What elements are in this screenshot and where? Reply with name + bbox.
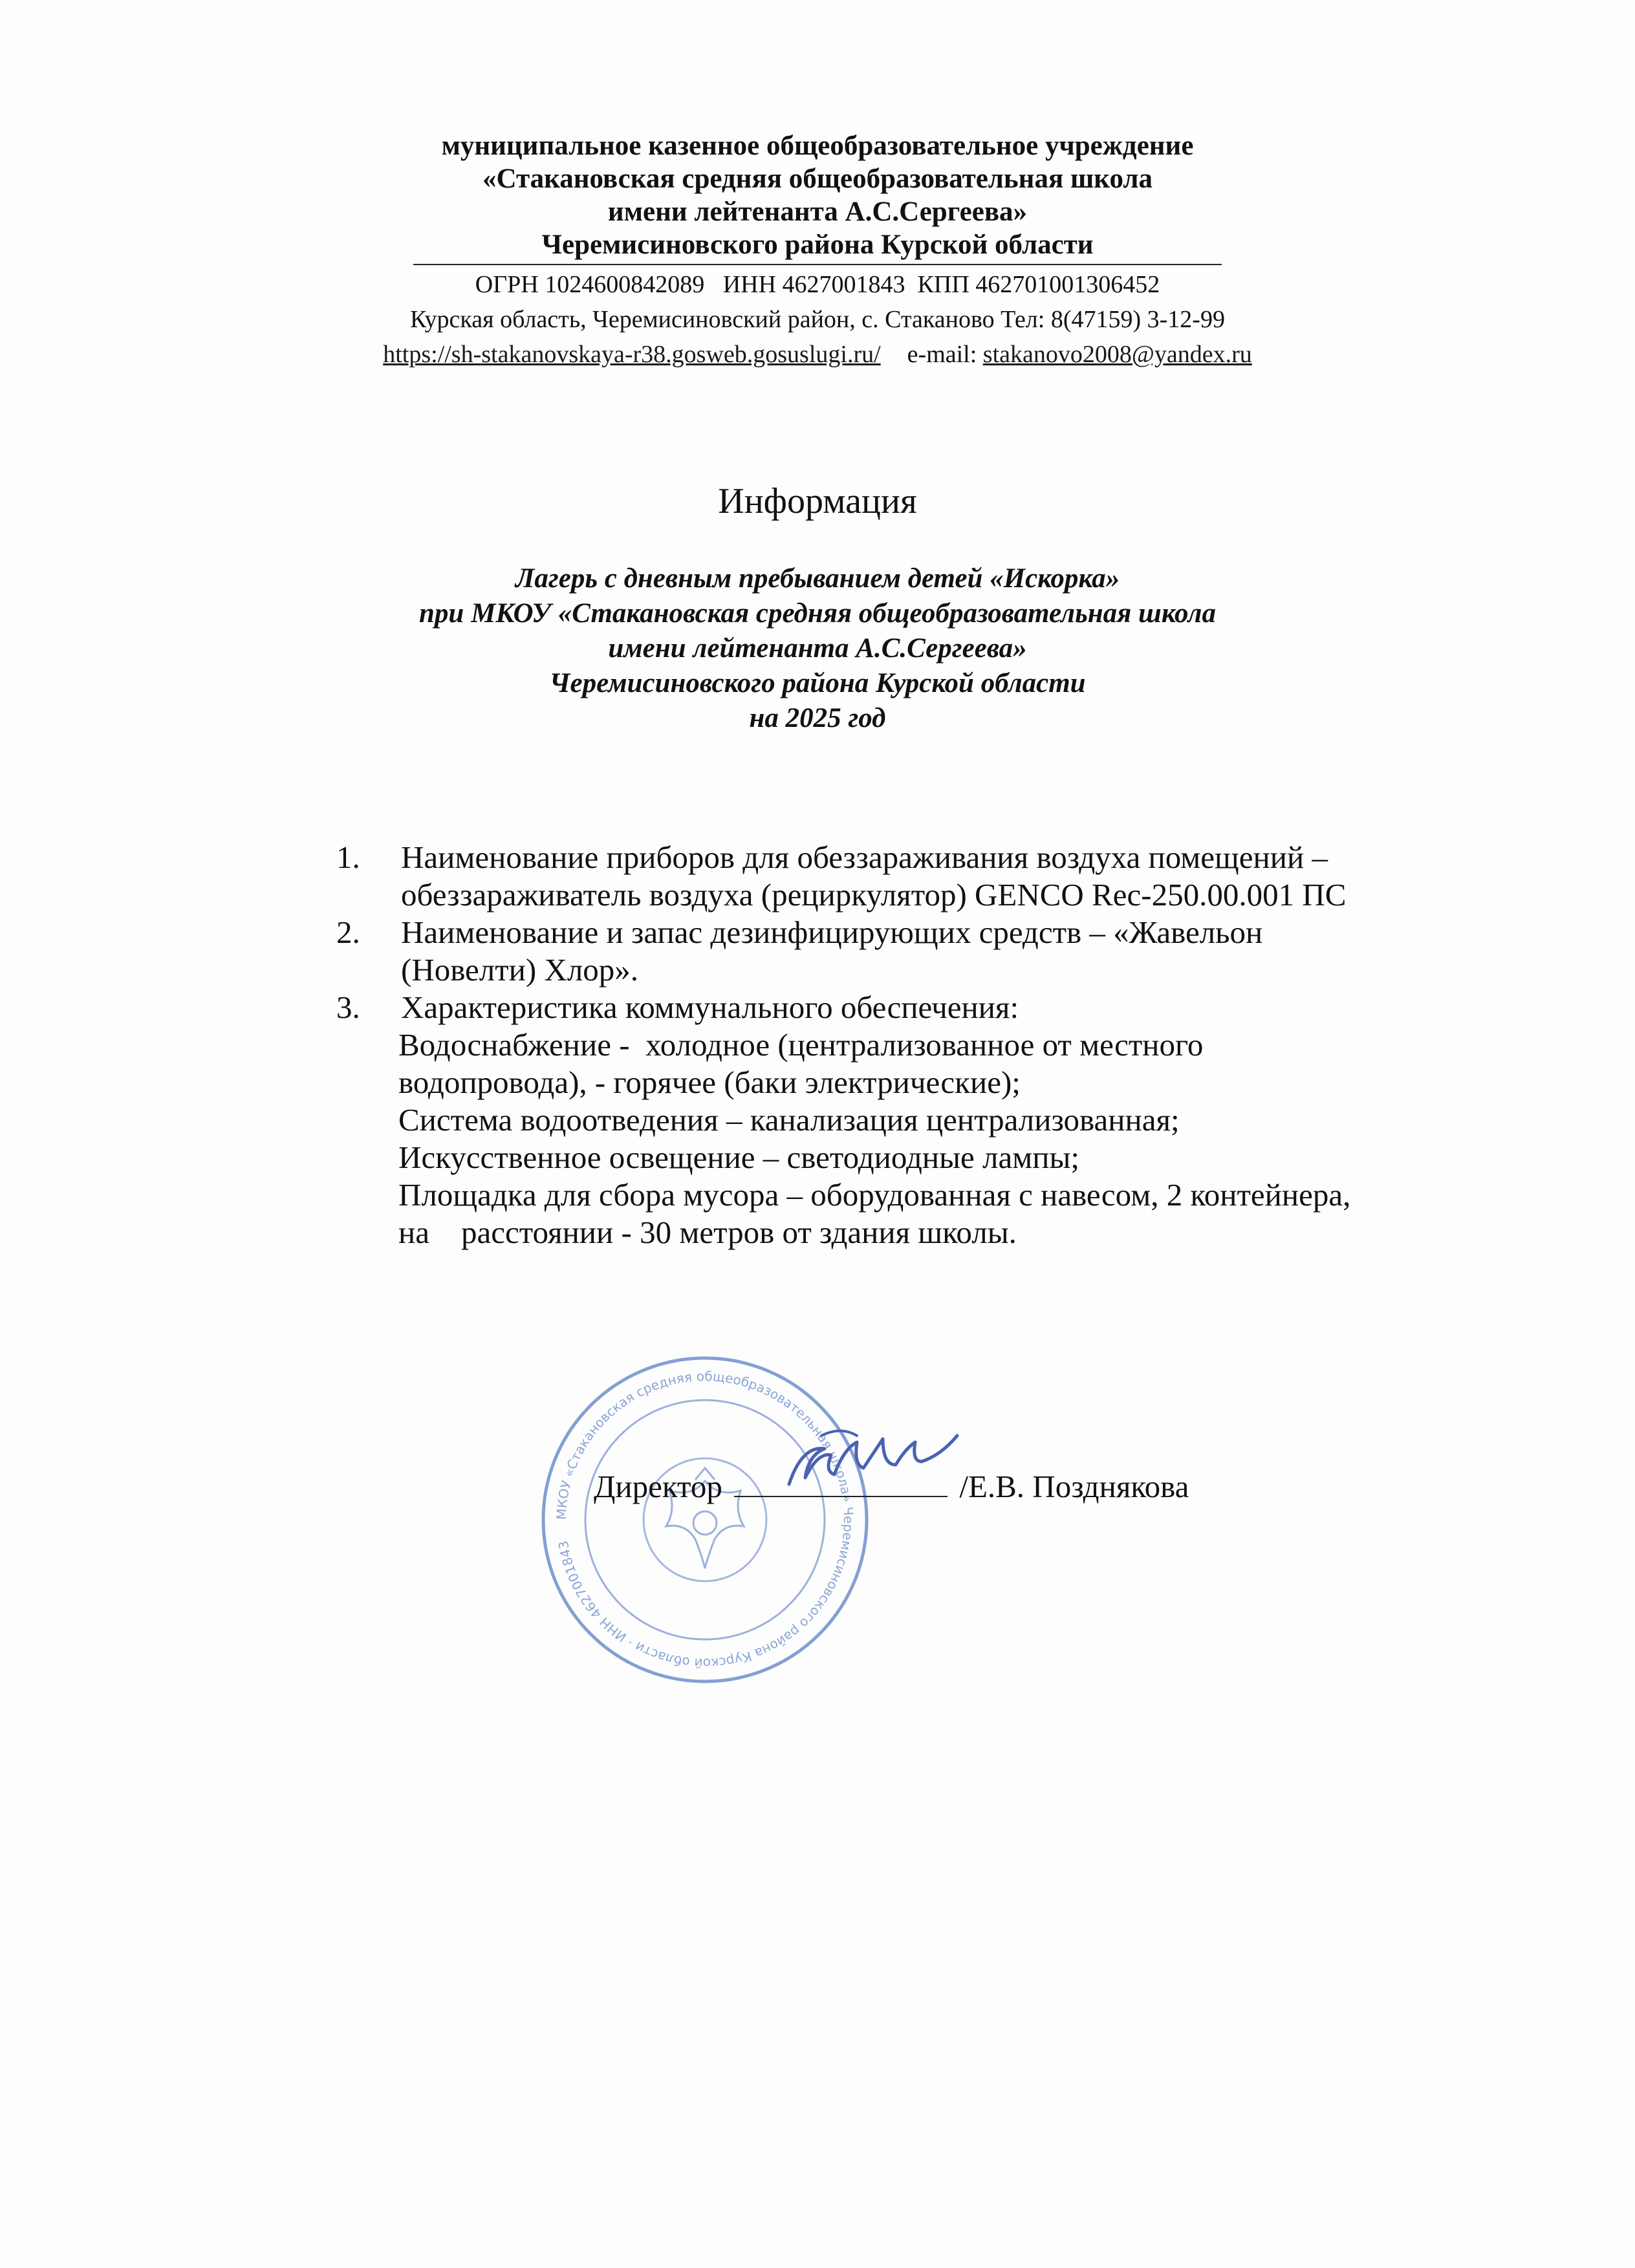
org-name-line-4: Черемисиновского района Курской области: [541, 230, 1094, 260]
signatory-name: /Е.В. Позднякова: [959, 1469, 1189, 1504]
utilities-details: [336, 1026, 1565, 1251]
subtitle-line-4: Черемисиновского района Курской области: [549, 668, 1086, 698]
list-item-text: Наименование и запас дезинфицирующих средств – «Жавельон: [401, 914, 1263, 950]
signature-block: [594, 1468, 1189, 1505]
list-item-text: обеззараживатель воздуха (рециркулятор) GENCO Rec-250.00.001 ПС: [401, 877, 1347, 913]
utility-line: Система водоотведения – канализация централизованная;: [398, 1102, 1180, 1138]
stamp-text: МКОУ «Стакановская средняя общеобразовательная школа» Черемисиновского района Курской области · ИНН 4627001843: [553, 1368, 857, 1672]
list-number: 2.: [336, 914, 360, 950]
org-contacts: [0, 339, 1635, 370]
list-number: 3.: [336, 989, 360, 1025]
org-name-line-1: муниципальное казенное общеобразовательное учреждение: [441, 131, 1194, 161]
header-divider: [413, 264, 1222, 265]
org-address: Курская область, Черемисиновский район, с. Стаканово Тел: 8(47159) 3-12-99: [410, 306, 1225, 333]
letterhead: [0, 129, 1635, 370]
subtitle-line-3: имени лейтенанта А.С.Сергеева»: [608, 633, 1027, 664]
utility-line: Водоснабжение - холодное (централизованное от местного: [398, 1027, 1204, 1063]
subtitle-line-2: при МКОУ «Стакановская средняя общеобразовательная школа: [419, 598, 1216, 629]
email-label: e-mail:: [907, 341, 977, 368]
utility-line: Площадка для сбора мусора – оборудованная с навесом, 2 контейнера,: [398, 1177, 1351, 1213]
utility-line: водопровода), - горячее (баки электрические);: [398, 1064, 1021, 1100]
list-item-text: Наименование приборов для обеззараживания воздуха помещений –: [401, 839, 1328, 875]
document-subtitle: [0, 561, 1635, 736]
stamp-outer-ring: [543, 1358, 867, 1681]
official-stamp: [537, 1352, 873, 1688]
list-item: [336, 989, 1565, 1026]
list-item-text: Характеристика коммунального обеспечения:: [401, 989, 1019, 1025]
signature-line: [734, 1470, 947, 1497]
org-requisites: ОГРН 1024600842089 ИНН 4627001843 КПП 462701001306452: [475, 271, 1160, 298]
list-item: [336, 914, 1565, 989]
org-name-line-2: «Стакановская средняя общеобразовательная школа: [482, 164, 1153, 194]
subtitle-line-1: Лагерь с дневным пребыванием детей «Искорка»: [515, 563, 1120, 594]
list-number: 1.: [336, 839, 360, 875]
signatory-position: Директор: [594, 1469, 722, 1504]
numbered-list: [336, 839, 1565, 1251]
document-title: Информация: [718, 481, 917, 521]
subtitle-line-5: на 2025 год: [749, 703, 886, 733]
email-link[interactable]: stakanovo2008@yandex.ru: [982, 341, 1252, 368]
list-item-text: (Новелти) Хлор».: [401, 952, 639, 988]
utility-line: на расстоянии - 30 метров от здания школы.: [398, 1215, 1017, 1250]
list-item: [336, 839, 1565, 914]
utility-line: Искусственное освещение – светодиодные лампы;: [398, 1139, 1080, 1175]
website-link[interactable]: https://sh-stakanovskaya-r38.gosweb.gosuslugi.ru/: [383, 341, 881, 368]
org-name-line-3: имени лейтенанта А.С.Сергеева»: [607, 197, 1028, 227]
